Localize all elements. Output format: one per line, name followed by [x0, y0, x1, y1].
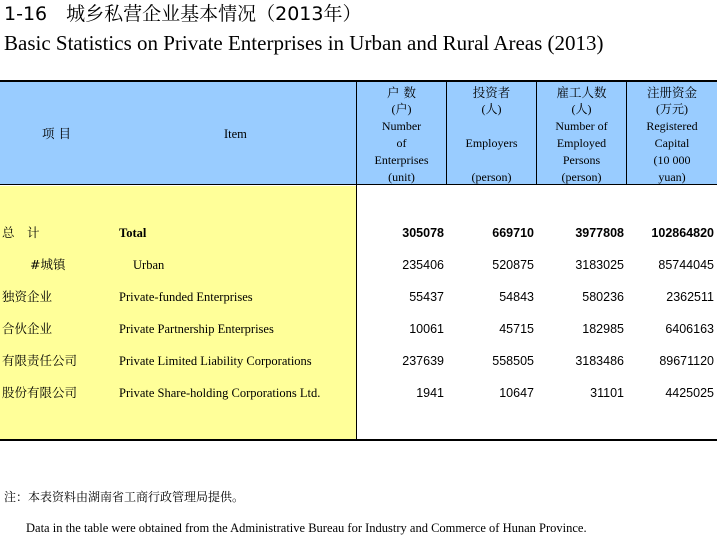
- column-header-en: Number of: [555, 119, 608, 133]
- table-cell: 580236: [582, 290, 624, 304]
- column-header-unit-en: (unit): [388, 170, 415, 184]
- row-label-en: Private-funded Enterprises: [119, 290, 253, 304]
- table-cell: 55437: [409, 290, 444, 304]
- row-label-cn: 股份有限公司: [2, 385, 78, 400]
- row-label-cn: #城镇: [30, 257, 66, 272]
- table-cell: 10647: [499, 386, 534, 400]
- column-header-unit-en: yuan): [658, 170, 686, 184]
- footnote-cn: 注：本表资料由湖南省工商行政管理局提供。: [4, 490, 245, 504]
- table-bottom-rule: [0, 439, 717, 441]
- row-label-en: Private Share-holding Corporations Ltd.: [119, 386, 321, 400]
- column-header-cn: 雇工人数: [556, 85, 607, 100]
- column-header-en: Employed: [556, 136, 607, 150]
- table-cell: 31101: [590, 386, 624, 400]
- item-column-background: [0, 186, 356, 439]
- column-header-en: Registered: [646, 119, 698, 133]
- item-header-cn: 项 目: [42, 126, 71, 141]
- table-cell: 10061: [409, 322, 444, 336]
- column-header-unit-cn: (万元): [656, 102, 688, 116]
- column-header-cn: 户 数: [387, 85, 416, 100]
- table-cell: 89671120: [659, 354, 714, 368]
- table-cell: 45715: [499, 322, 534, 336]
- column-header-unit-cn: (人): [481, 102, 502, 116]
- row-label-en: Total: [119, 226, 147, 240]
- page-title-en: Basic Statistics on Private Enterprises in Urban and Rural Areas (2013): [4, 31, 604, 55]
- column-header-unit-cn: (户): [391, 102, 412, 116]
- table-cell: 2362511: [666, 290, 714, 304]
- table-cell: 305078: [402, 226, 444, 240]
- table-cell: 3183486: [575, 354, 624, 368]
- row-label-en: Private Limited Liability Corporations: [119, 354, 312, 368]
- column-header-unit-cn: (人): [571, 102, 592, 116]
- column-header-enterprises: [357, 84, 446, 184]
- table-cell: 3183025: [575, 258, 624, 272]
- footnote-en: Data in the table were obtained from the Administrative Bureau for Industry and Commerce of Hunan Province.: [26, 521, 587, 535]
- row-label-en: Urban: [133, 258, 165, 272]
- column-header-employers: [447, 84, 536, 184]
- column-header-unit-en: (person): [471, 170, 512, 184]
- column-header-registered-capital: [627, 84, 717, 184]
- column-header-en: Employers: [465, 136, 518, 150]
- table-cell: 3977808: [575, 226, 624, 240]
- table-cell: 182985: [582, 322, 624, 336]
- table-cell: 235406: [402, 258, 444, 272]
- column-header-en: Enterprises: [374, 153, 429, 167]
- table-cell: 4425025: [665, 386, 714, 400]
- page-title-cn: 1-16 城乡私营企业基本情况（2013年）: [4, 3, 362, 25]
- row-label-cn: 总 计: [2, 225, 40, 240]
- table-cell: 669710: [492, 226, 534, 240]
- column-header-cn: 注册资金: [646, 85, 697, 100]
- item-header-en: Item: [224, 127, 247, 141]
- row-label-cn: 独资企业: [2, 289, 53, 304]
- column-header-cn: 投资者: [472, 85, 511, 100]
- column-header-en: (10 000: [653, 153, 691, 167]
- column-header-unit-en: (person): [561, 170, 602, 184]
- column-header-employed-persons: [537, 84, 626, 184]
- table-cell: 102864820: [651, 226, 714, 240]
- table-cell: 237639: [402, 354, 444, 368]
- column-header-en: Persons: [562, 153, 601, 167]
- table-cell: 520875: [492, 258, 534, 272]
- table-cell: 54843: [499, 290, 534, 304]
- table-cell: 558505: [492, 354, 534, 368]
- row-label-cn: 合伙企业: [2, 321, 53, 336]
- column-header-en: Number: [381, 119, 422, 133]
- table-cell: 85744045: [658, 258, 714, 272]
- column-header-en: Capital: [654, 136, 690, 150]
- row-label-cn: 有限责任公司: [2, 353, 78, 368]
- table-top-rule: [0, 80, 717, 82]
- table-cell: 6406163: [665, 322, 714, 336]
- row-label-en: Private Partnership Enterprises: [119, 322, 274, 336]
- column-header-en: of: [396, 136, 407, 150]
- table-cell: 1941: [416, 386, 444, 400]
